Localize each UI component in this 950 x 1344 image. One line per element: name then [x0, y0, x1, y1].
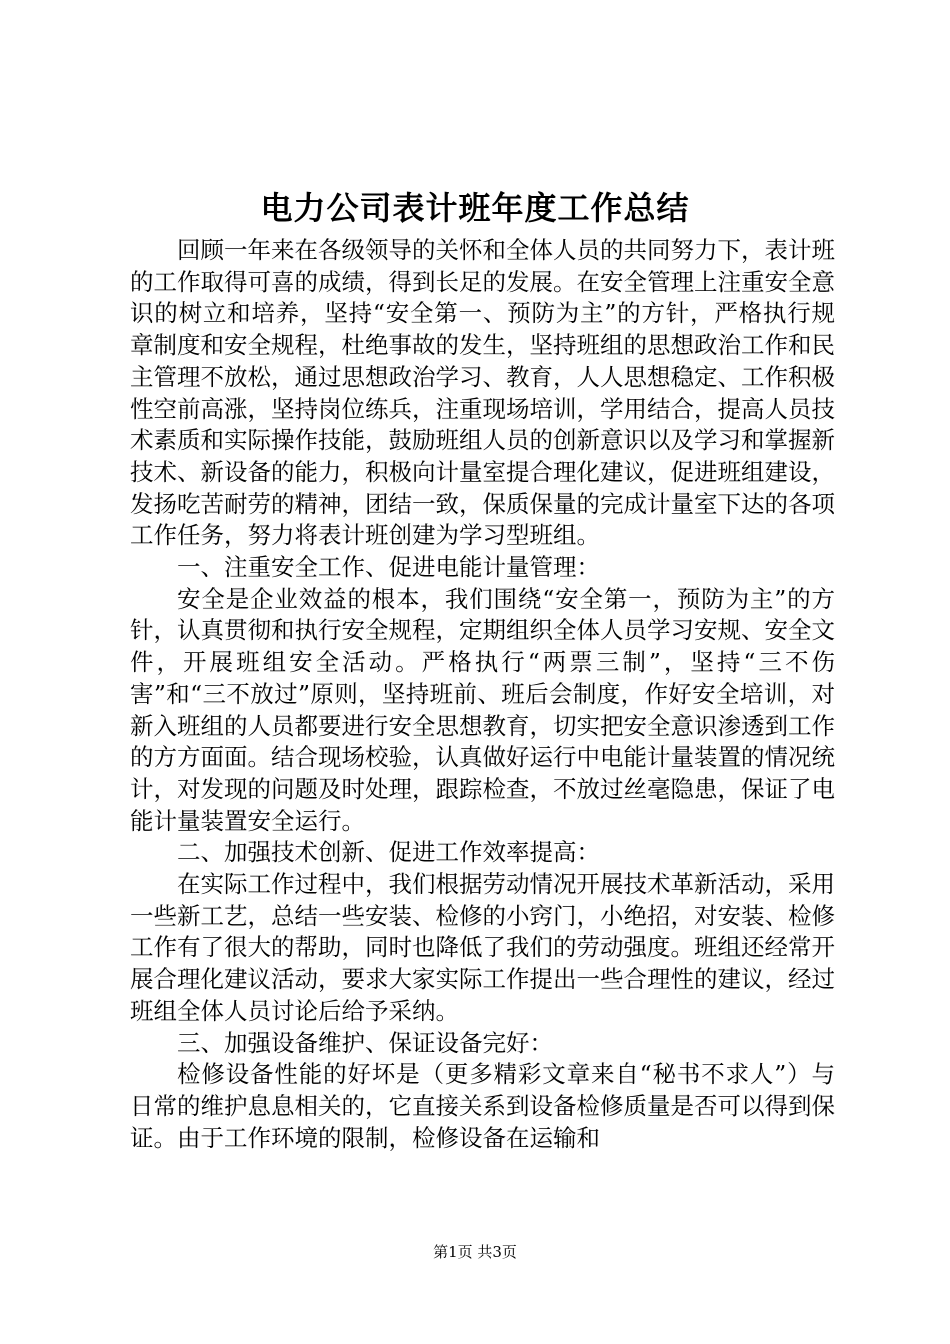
- paragraph-maintenance: 检修设备性能的好坏是（更多精彩文章来自“秘书不求人”）与日常的维护息息相关的，它直接关系到设备检修质量是否可以得到保证。由于工作环境的限制，检修设备在运输和: [130, 1060, 835, 1152]
- section-heading-innovation: 二、加强技术创新、促进工作效率提高：: [177, 838, 600, 867]
- page-footer: 第1页 共3页: [433, 1243, 517, 1261]
- section-heading-safety: 一、注重安全工作、促进电能计量管理：: [177, 553, 600, 582]
- document-body: [130, 235, 835, 1154]
- paragraph-intro: 回顾一年来在各级领导的关怀和全体人员的共同努力下，表计班的工作取得可喜的成绩，得到长足的发展。在安全管理上注重安全意识的树立和培养，坚持“安全第一、预防为主”的方针，严格执行规章制度和安全规程，杜绝事故的发生，坚持班组的思想政治工作和民主管理不放松，通过思想政治学习、教育，人人思想稳定、工作积极性空前高涨，坚持岗位练兵，注重现场培训，学用结合，提高人员技术素质和实际操作技能，鼓励班组人员的创新意识以及学习和掌握新技术、新设备的能力，积极向计量室提合理化建议，促进班组建设，发扬吃苦耐劳的精神，团结一致，保质保量的完成计量室下达的各项工作任务，努力将表计班创建为学习型班组。: [130, 236, 835, 550]
- paragraph-innovation: 在实际工作过程中，我们根据劳动情况开展技术革新活动，采用一些新工艺，总结一些安装、检修的小窍门，小绝招，对安装、检修工作有了很大的帮助，同时也降低了我们的劳动强度。班组还经常开展合理化建议活动，要求大家实际工作提出一些合理性的建议，经过班组全体人员讨论后给予采纳。: [130, 870, 835, 1025]
- section-heading-maintenance: 三、加强设备维护、保证设备完好：: [177, 1028, 553, 1057]
- paragraph-safety: 安全是企业效益的根本，我们围绕“安全第一，预防为主”的方针，认真贯彻和执行安全规程，定期组织全体人员学习安规、安全文件，开展班组安全活动。严格执行“两票三制”，坚持“三不伤害”和“三不放过”原则，坚持班前、班后会制度，作好安全培训，对新入班组的人员都要进行安全思想教育，切实把安全意识渗透到工作的方方面面。结合现场校验，认真做好运行中电能计量装置的情况统计，对发现的问题及时处理，跟踪检查，不放过丝毫隐患，保证了电能计量装置安全运行。: [130, 584, 835, 835]
- document-title: 电力公司表计班年度工作总结: [260, 189, 690, 227]
